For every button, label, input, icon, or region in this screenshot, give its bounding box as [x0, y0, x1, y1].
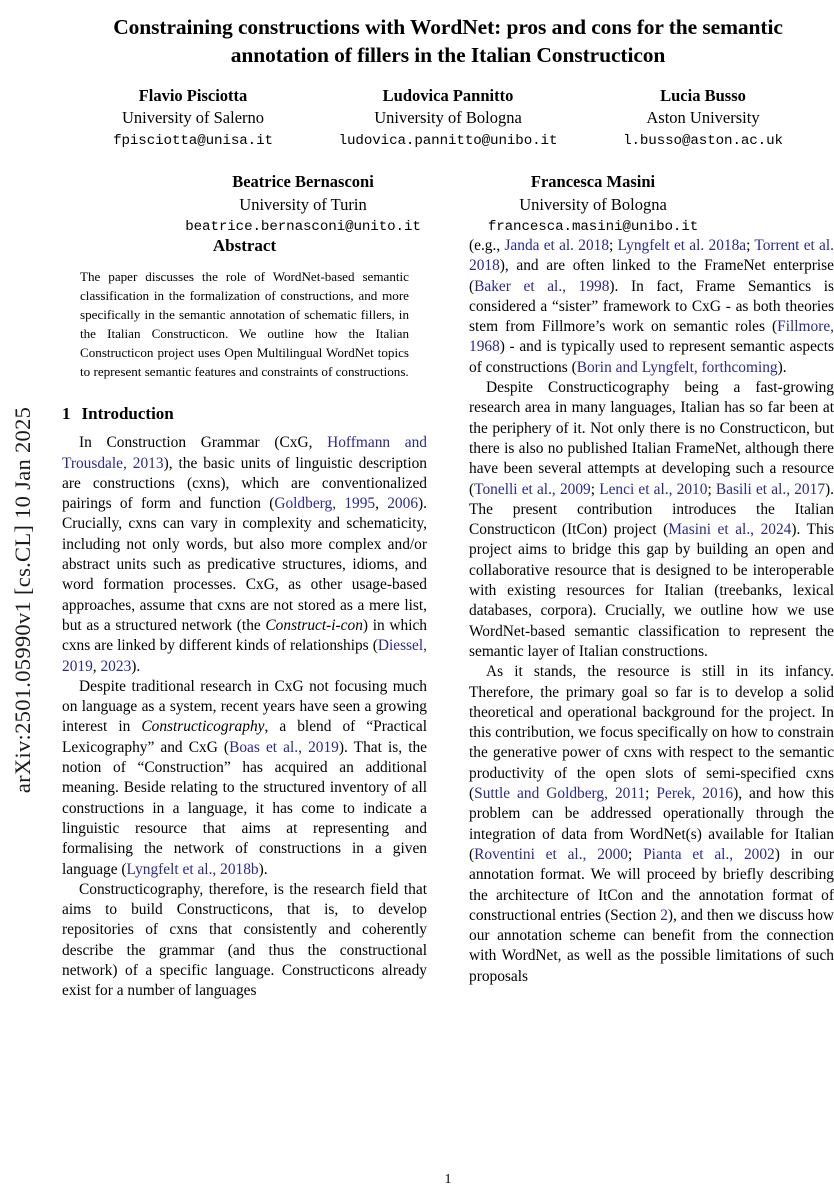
paragraph: Constructicography, therefore, is the research field that aims to build Constructicons, that is, to develop repositories of cxns that consistently and coherently describe the grammar (and thus the constructional network) of a specific language. Constructicons already exist for a number of languages	[62, 880, 427, 1000]
left-column	[62, 236, 427, 1002]
citation-link[interactable]: Perek, 2016	[656, 785, 734, 803]
citation-link[interactable]: Roventini et al., 2000	[474, 845, 629, 863]
citation-link[interactable]: Borin and Lyngfelt, forthcoming	[576, 358, 778, 376]
author-email[interactable]: beatrice.bernasconi@unito.it	[185, 219, 421, 236]
citation-link[interactable]: 2023	[100, 657, 132, 675]
author-row-2	[62, 171, 834, 236]
paragraph: Despite traditional research in CxG not focusing much on language as a system, recent years have seen a growing interest in Constructicography, a blend of “Practical Lexicography” and CxG (Boas et al., 2019). That is, the notion of “Construction” has acquired an additional meaning. Beside relating to the structured inventory of all constructions in a language, it has come to indicate a linguistic resource that aims at representing and formalising the network of constructions in a given language (Lyngfelt et al., 2018b).	[62, 677, 428, 878]
citation-link[interactable]: Baker et al., 1998	[474, 277, 610, 295]
page-title: Constraining constructions with WordNet: pros and cons for the semantic annotation of fillers in the Italian Constructicon	[113, 15, 783, 67]
right-column-paragraphs	[469, 236, 834, 987]
arxiv-stamp-text: arXiv:2501.05990v1 [cs.CL] 10 Jan 2025	[10, 406, 35, 794]
citation-link[interactable]: Janda et al. 2018	[504, 237, 610, 254]
author-row-1	[62, 85, 834, 150]
author-affiliation: Aston University	[646, 108, 760, 128]
abstract-heading: Abstract	[212, 236, 277, 255]
section-title: Introduction	[81, 404, 174, 424]
citation-link[interactable]: Fillmore, 1968	[469, 318, 834, 356]
author-email[interactable]: l.busso@aston.ac.uk	[623, 132, 783, 149]
author-name: Francesca Masini	[530, 172, 656, 192]
citation-link[interactable]: Lenci et al., 2010	[599, 480, 708, 498]
two-column-body	[62, 236, 834, 1002]
author-name: Beatrice Bernasconi	[232, 172, 374, 192]
citation-link[interactable]: Lyngfelt et al. 2018a	[617, 237, 747, 254]
author-block	[576, 85, 831, 150]
emphasis-text: Construct-i-con	[265, 616, 363, 634]
citation-link[interactable]: Diessel, 2019	[62, 637, 427, 675]
paragraph: As it stands, the resource is still in its infancy. Therefore, the primary goal so far is to develop a solid theoretical and operational background for the project. In this contribution, we focus specifically on how to constrain the generative power of cxns with respect to the semantic productivity of the open slots of semi-specified cxns (Suttle and Goldberg, 2011; Perek, 2016), and how this problem can be addressed operationally through the integration of data from WordNet(s) available for Italian (Roventini et al., 2000; Pianta et al., 2002) in our annotation format. We will proceed by briefly describing the architecture of ItCon and the annotation format of constructional entries (Section 2), and then we discuss how our annotation scheme can benefit from the connection with WordNet, as well as the possible limitations of such proposals	[469, 663, 834, 985]
author-email[interactable]: fpisciotta@unisa.it	[113, 132, 273, 149]
section-number: 1	[62, 404, 71, 424]
right-column	[469, 236, 834, 1002]
author-affiliation: University of Salerno	[121, 108, 265, 128]
citation-link[interactable]: Tonelli et al., 2009	[474, 480, 591, 498]
author-affiliation: University of Turin	[239, 194, 367, 214]
section-heading-introduction	[62, 404, 427, 424]
left-column-paragraphs	[62, 433, 427, 1001]
citation-link[interactable]: 2	[660, 906, 668, 924]
emphasis-text: Constructicography	[141, 718, 265, 736]
author-email[interactable]: francesca.masini@unibo.it	[487, 219, 699, 236]
citation-link[interactable]: Suttle and Goldberg, 2011	[474, 785, 646, 803]
author-name: Ludovica Pannitto	[382, 86, 514, 106]
author-affiliation: University of Bologna	[519, 194, 667, 214]
citation-link[interactable]: Basili et al., 2017	[715, 480, 826, 498]
author-affiliation: University of Bologna	[374, 108, 522, 128]
author-email[interactable]: ludovica.pannitto@unibo.it	[338, 132, 558, 149]
author-name: Lucia Busso	[660, 86, 746, 106]
abstract-text: The paper discusses the role of WordNet-based semantic classification in the formalization of constructions, and more specifically in the semantic annotation of schematic fillers, in the Italian Constructicon. We outline how the Italian Constructicon project uses Open Multilingual WordNet topics to represent semantic features and constraints of constructions.	[80, 269, 409, 380]
citation-link[interactable]: 2006	[387, 495, 419, 513]
citation-link[interactable]: Pianta et al., 2002	[643, 845, 775, 863]
paragraph: Despite Constructicography being a fast-growing research area in many languages, Italian has so far been at the periphery of it. Not only there is no Constructicon, but there is also no published Italian FrameNet, although there have been several attempts at developing such a resource (Tonelli et al., 2009; Lenci et al., 2010; Basili et al., 2017). The present contribution introduces the Italian Constructicon (ItCon) project (Masini et al., 2024). This project aims to bridge this gap by building an open and collaborative resource that is designed to be interoperable with existing resources for Italian (treebanks, lexical databases, corpora). Crucially, we outline how we use WordNet-based semantic classification to represent the semantic layer of Italian constructions.	[469, 379, 834, 660]
citation-link[interactable]: Hoffmann and Trousdale, 2013	[62, 434, 427, 472]
author-block	[158, 171, 448, 236]
page-number: 1	[444, 1172, 452, 1187]
citation-link[interactable]: Lyngfelt et al., 2018b	[126, 860, 259, 878]
citation-link[interactable]: Masini et al., 2024	[668, 521, 792, 539]
author-block	[66, 85, 321, 150]
arxiv-stamp	[0, 0, 46, 1200]
citation-link[interactable]: Torrent et al. 2018	[469, 237, 834, 275]
paragraph: In Construction Grammar (CxG, Hoffmann and Trousdale, 2013), the basic units of linguistic description are constructions (cxns), which are conventionalized pairings of form and function (Goldberg, 1995, 2006). Crucially, cxns can vary in complexity and schematicity, including not only words, but also more complex and/or abstract units such as predicative structures, idioms, and word formation processes. CxG, as other usage-based approaches, assume that cxns are not stored as a mere list, but as a structured network (the Construct-i-con) in which cxns are linked by different kinds of relationships (Diessel, 2019, 2023).	[62, 434, 427, 675]
paragraph: (e.g., Janda et al. 2018; Lyngfelt et al. 2018a; Torrent et al. 2018), and are often linked to the FrameNet enterprise (Baker et al., 1998). In fact, Frame Semantics is considered a “sister” framework to CxG - as both theories stem from Fillmore’s work on semantic roles (Fillmore, 1968) - and is typically used to represent semantic aspects of constructions (Borin and Lyngfelt, forthcoming).	[469, 237, 834, 376]
author-block	[321, 85, 576, 150]
citation-link[interactable]: Goldberg, 1995	[274, 495, 376, 513]
citation-link[interactable]: Boas et al., 2019	[229, 738, 339, 756]
paper-page	[62, 0, 834, 1200]
author-block	[448, 171, 738, 236]
author-name: Flavio Pisciotta	[138, 86, 248, 106]
